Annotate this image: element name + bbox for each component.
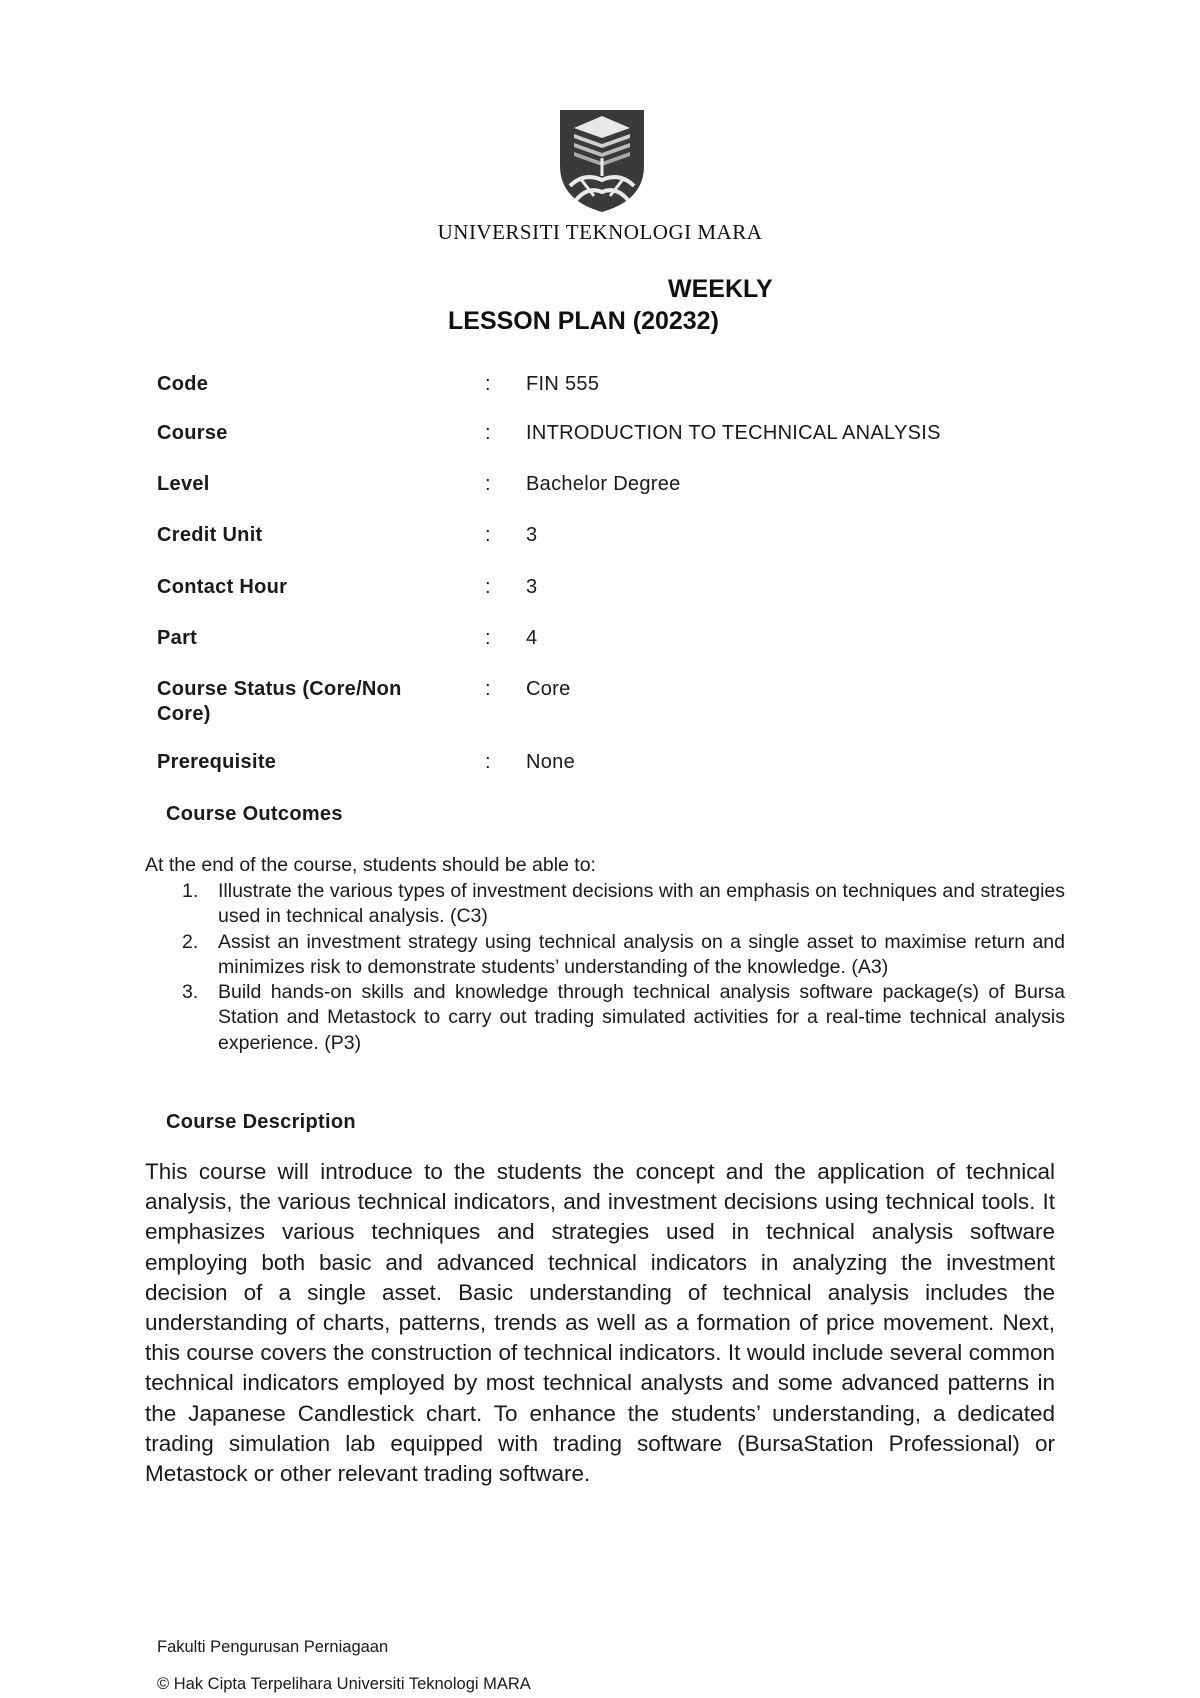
info-colon: : — [485, 373, 491, 395]
list-number: 3. — [182, 981, 199, 1004]
info-colon: : — [485, 627, 491, 649]
footer-copyright: © Hak Cipta Terpelihara Universiti Teknologi MARA — [157, 1675, 531, 1693]
info-colon: : — [485, 678, 491, 700]
document-title-line1: WEEKLY — [668, 275, 773, 303]
info-label: Contact Hour — [157, 576, 288, 598]
info-label: Level — [157, 473, 210, 495]
list-item — [145, 879, 1065, 930]
info-label: Course Status (Core/Non Core) — [157, 678, 402, 725]
course-description-heading: Course Description — [166, 1111, 356, 1133]
list-item — [145, 930, 1065, 981]
info-value: 3 — [526, 524, 538, 546]
info-colon: : — [485, 576, 491, 598]
info-value: Bachelor Degree — [526, 473, 681, 495]
footer-faculty: Fakulti Pengurusan Perniagaan — [157, 1638, 389, 1656]
info-value: Core — [526, 678, 571, 700]
info-label: Part — [157, 627, 198, 649]
info-value: 3 — [526, 576, 538, 598]
info-label: Code — [157, 373, 209, 395]
list-item-text: Assist an investment strategy using technical analysis on a single asset to maximise return and minimizes risk to demonstrate students’ understanding of the knowledge. (A3) — [218, 930, 1065, 978]
course-outcomes-heading: Course Outcomes — [166, 803, 343, 825]
info-colon: : — [485, 751, 491, 773]
info-label: Credit Unit — [157, 524, 263, 546]
university-name: UNIVERSITI TEKNOLOGI MARA — [437, 220, 763, 244]
info-colon: : — [485, 524, 491, 546]
info-value: INTRODUCTION TO TECHNICAL ANALYSIS — [526, 422, 941, 444]
outcomes-intro: At the end of the course, students should be able to: — [145, 854, 596, 876]
info-colon: : — [485, 422, 491, 444]
info-label: Course — [157, 422, 228, 444]
list-number: 2. — [182, 930, 199, 953]
uitm-crest-icon — [558, 108, 646, 214]
list-item-text: Build hands-on skills and knowledge through technical analysis software package(s) of Bursa Station and Metastock to carry out trading simulated activities for a real-time technical analysis experience. (P3) — [218, 981, 1065, 1054]
outcomes-list — [145, 879, 1065, 1056]
info-value: None — [526, 751, 576, 773]
document-title-line2: LESSON PLAN (20232) — [448, 307, 719, 335]
list-number: 1. — [182, 880, 199, 902]
course-description-text: This course will introduce to the students the concept and the application of technical analysis, the various technical indicators, and investment decisions using technical tools. It emphasizes various techniques and strategies used in technical analysis software employing both basic and advanced technical indicators in analyzing the investment decision of a single asset. Basic understanding of technical analysis includes the understanding of charts, patterns, trends as well as a formation of price movement. Next, this course covers the construction of technical indicators. It would include several common technical indicators employed by most technical analysts and some advanced patterns in the Japanese Candlestick chart. To enhance the students’ understanding, a dedicated trading simulation lab equipped with trading software (BursaStation Professional) or Metastock or other relevant trading software. — [145, 1159, 1055, 1487]
info-label: Prerequisite — [157, 751, 277, 773]
info-colon: : — [485, 473, 491, 495]
info-value: 4 — [526, 627, 538, 649]
list-item — [145, 980, 1065, 1056]
list-item-text: Illustrate the various types of investment decisions with an emphasis on techniques and strategies used in technical analysis. (C3) — [218, 880, 1065, 928]
info-value: FIN 555 — [526, 373, 600, 395]
